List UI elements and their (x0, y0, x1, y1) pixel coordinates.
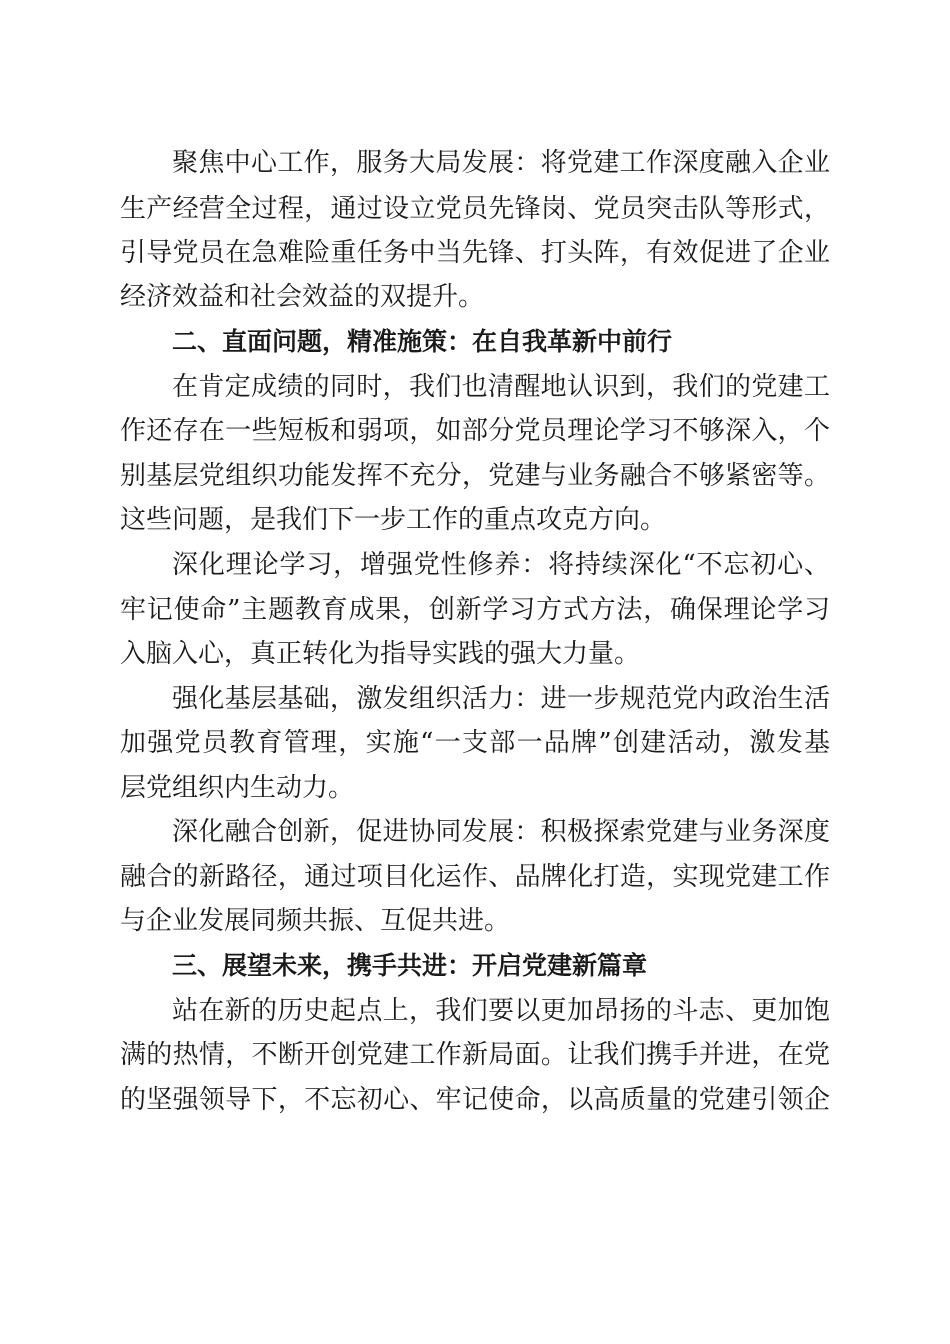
paragraph-line: 生产经营全过程，通过设立党员先锋岗、党员突击队等形式， (120, 194, 830, 224)
paragraph-line: 深化理论学习，增强党性修养：将持续深化“不忘初心、 (172, 550, 830, 580)
paragraph-line: 入脑入心，真正转化为指导实践的强大力量。 (120, 639, 641, 669)
paragraph-line: 牢记使命”主题教育成果，创新学习方式方法，确保理论学习 (120, 595, 830, 625)
paragraph-line: 别基层党组织功能发挥不充分，党建与业务融合不够紧密等。 (120, 461, 830, 491)
paragraph-line: 层党组织内生动力。 (120, 773, 355, 803)
paragraph-line: 加强党员教育管理，实施“一支部一品牌”创建活动，激发基 (120, 728, 830, 758)
paragraph-line: 与企业发展同频共振、互促共进。 (120, 906, 511, 936)
paragraph-line: 这些问题，是我们下一步工作的重点攻克方向。 (120, 505, 667, 535)
paragraph-line: 的坚强领导下，不忘初心、牢记使命，以高质量的党建引领企 (120, 1085, 830, 1115)
paragraph-line: 经济效益和社会效益的双提升。 (120, 282, 485, 312)
paragraph-line: 聚焦中心工作，服务大局发展：将党建工作深度融入企业 (172, 148, 830, 178)
paragraph-line: 引导党员在急难险重任务中当先锋、打头阵，有效促进了企业 (120, 238, 830, 268)
paragraph-line: 强化基层基础，激发组织活力：进一步规范党内政治生活 (172, 684, 830, 714)
section-heading: 二、直面问题，精准施策：在自我革新中前行 (172, 327, 673, 356)
paragraph-line: 满的热情，不断开创党建工作新局面。让我们携手并进，在党 (120, 1040, 830, 1070)
paragraph-line: 在肯定成绩的同时，我们也清醒地认识到，我们的党建工 (172, 372, 830, 402)
paragraph-line: 作还存在一些短板和弱项，如部分党员理论学习不够深入，个 (120, 416, 830, 446)
section-heading: 三、展望未来，携手共进：开启党建新篇章 (172, 951, 648, 980)
paragraph-line: 融合的新路径，通过项目化运作、品牌化打造，实现党建工作 (120, 862, 830, 892)
paragraph-line: 站在新的历史起点上，我们要以更加昂扬的斗志、更加饱 (172, 996, 830, 1026)
paragraph-line: 深化融合创新，促进协同发展：积极探索党建与业务深度 (172, 817, 830, 847)
